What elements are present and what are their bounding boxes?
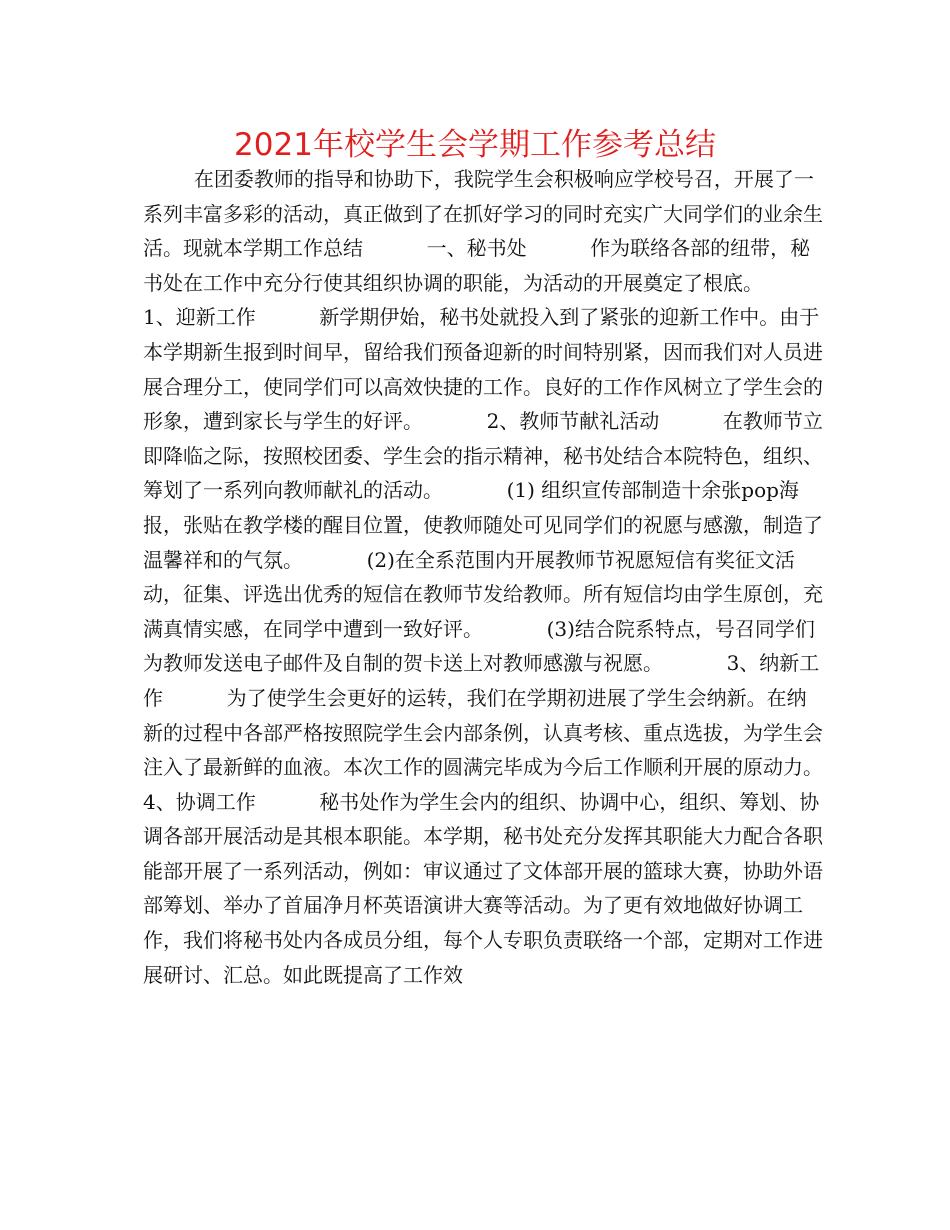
document-title: 2021年校学生会学期工作参考总结 [234,127,716,163]
document-body-paragraph: 在团委教师的指导和协助下，我院学生会积极响应学校号召，开展了一系列丰富多彩的活动，真正做到了在抓好学习的同时充实广大同学们的业余生活。现就本学期工作总结 一、秘书处 作为联络各部的纽带，秘书处在工作中充分行使其组织协调的职能，为活动的开展奠定了根底。 1、迎新工作 新学期伊始，秘书处就投入到了紧张的迎新工作中。由于本学期新生报到时间早，留给我们预备迎新的时间特别紧，因而我们对人员进展合理分工，使同学们可以高效快捷的工作。良好的工作作风树立了学生会的形象，遭到家长与学生的好评。 2、教师节献礼活动 在教师节立即降临之际，按照校团委、学生会的指示精神，秘书处结合本院特色，组织、筹划了一系列向教师献礼的活动。 (1) 组织宣传部制造十余张pop海报，张贴在教学楼的醒目位置，使教师随处可见同学们的祝愿与感激，制造了温馨祥和的气氛。 (2)在全系范围内开展教师节祝愿短信有奖征文活动，征集、评选出优秀的短信在教师节发给教师。所有短信均由学生原创，充满真情实感，在同学中遭到一致好评。 (3)结合院系特点，号召同学们为教师发送电子邮件及自制的贺卡送上对教师感激与祝愿。 3、纳新工作 为了使学生会更好的运转，我们在学期初进展了学生会纳新。在纳新的过程中各部严格按照院学生会内部条例，认真考核、重点选拔，为学生会注入了最新鲜的血液。本次工作的圆满完毕成为今后工作顺利开展的原动力。 4、协调工作 秘书处作为学生会内的组织、协调中心，组织、筹划、协调各部开展活动是其根本职能。本学期，秘书处充分发挥其职能大力配合各职能部开展了一系列活动，例如：审议通过了文体部开展的篮球大赛，协助外语部筹划、举办了首届净月杯英语演讲大赛等活动。为了更有效地做好协调工作，我们将秘书处内各成员分组，每个人专职负责联络一个部，定期对工作进展研讨、汇总。如此既提高了工作效 [143,167,887,987]
